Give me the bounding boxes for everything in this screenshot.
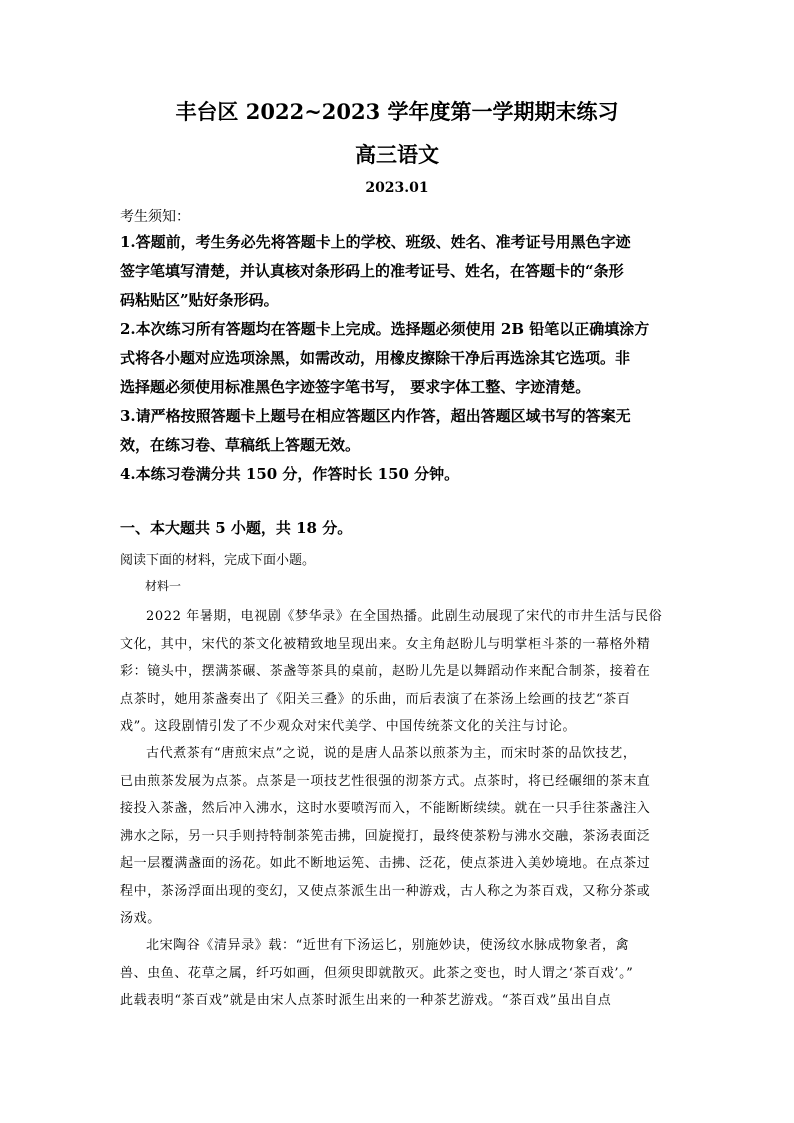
notice-line: 1.答题前，考生务必先将答题卡上的学校、班级、姓名、准考证号用黑色字迹 [120, 233, 631, 251]
text-line: 接投入茶盏，然后冲入沸水，这时水要喷泻而入，不能断断续续。就在一只手往茶盏注入 [120, 801, 651, 816]
text-line: 汤戏。 [120, 911, 161, 926]
notice-line: 选择题必须使用标准黑色字迹签字笔书写， 要求字体工整、字迹清楚。 [120, 378, 591, 396]
text-line: 此载表明“茶百戏”就是由宋人点茶时派生出来的一种茶艺游戏。“茶百戏”虽出自点 [120, 993, 612, 1008]
notice-line: 4.本练习卷满分共 150 分，作答时长 150 分钟。 [120, 465, 460, 483]
exam-title: 丰台区 2022~2023 学年度第一学期期末练习 [175, 99, 619, 124]
notice-line: 式将各小题对应选项涂黑，如需改动，用橡皮擦除干净后再选涂其它选项。非 [120, 349, 631, 367]
notice-line: 3.请严格按照答题卡上题号在相应答题区内作答，超出答题区域书写的答案无 [120, 407, 631, 425]
text-line: 起一层覆满盏面的汤花。如此不断地运筅、击拂、泛花，使点茶进入美妙境地。在点茶过 [120, 856, 651, 871]
notice-label: 考生须知： [120, 209, 190, 225]
text-line: 2022 年暑期，电视剧《梦华录》在全国热播。此剧生动展现了宋代的市井生活与民俗 [146, 609, 663, 624]
text-line: 沸水之际，另一只手则持特制茶筅击拂，回旋搅打，最终使茶粉与沸水交融，茶汤表面泛 [120, 828, 651, 844]
notice-line: 效，在练习卷、草稿纸上答题无效。 [120, 436, 361, 454]
text-line: 彩：镜头中，摆满茶碾、茶盏等茶具的桌前，赵盼儿先是以舞蹈动作来配合制茶，接着在 [120, 664, 651, 679]
exam-date: 2023.01 [365, 180, 429, 196]
text-line: 程中，茶汤浮面出现的变幻，又使点茶派生出一种游戏，古人称之为茶百戏，又称分茶或 [120, 883, 651, 899]
material-label: 材料一 [145, 579, 182, 593]
exam-subject: 高三语文 [355, 142, 439, 167]
section-instruction: 阅读下面的材料，完成下面小题。 [120, 553, 316, 568]
section-heading: 一、本大题共 5 小题，共 18 分。 [120, 519, 353, 537]
text-line: 文化，其中，宋代的茶文化被精致地呈现出来。女主角赵盼儿与明掌柜斗茶的一幕格外精 [120, 636, 651, 652]
notice-line: 签字笔填写清楚，并认真核对条形码上的准考证号、姓名，在答题卡的“条形 [120, 262, 624, 280]
text-line: 戏”。这段剧情引发了不少观众对宋代美学、中国传统茶文化的关注与讨论。 [120, 719, 577, 734]
text-line: 古代煮茶有“唐煎宋点”之说，说的是唐人品茶以煎茶为主，而宋时茶的品饮技艺， [146, 746, 637, 761]
text-line: 北宋陶谷《清异录》载：“近世有下汤运匕，别施妙诀，使汤纹水脉成物象者，禽 [146, 938, 630, 953]
notice-line: 2.本次练习所有答题均在答题卡上完成。选择题必须使用 2B 铅笔以正确填涂方 [120, 320, 650, 338]
paragraph-1 [120, 603, 676, 741]
text-line: 兽、虫鱼、花草之属，纤巧如画，但须臾即就散灭。此茶之变也，时人谓之‘茶百戏’。” [120, 965, 634, 981]
paragraph-3 [120, 932, 676, 1015]
notice-line: 码粘贴区”贴好条形码。 [120, 291, 279, 309]
text-line: 点茶时，她用茶盏奏出了《阳关三叠》的乐曲，而后表演了在茶汤上绘画的技艺“茶百 [120, 691, 631, 707]
notice-block [120, 228, 680, 489]
paragraph-2 [120, 740, 676, 933]
text-line: 已由煎茶发展为点茶。点茶是一项技艺性很强的沏茶方式。点茶时，将已经碾细的茶末直 [120, 773, 651, 789]
